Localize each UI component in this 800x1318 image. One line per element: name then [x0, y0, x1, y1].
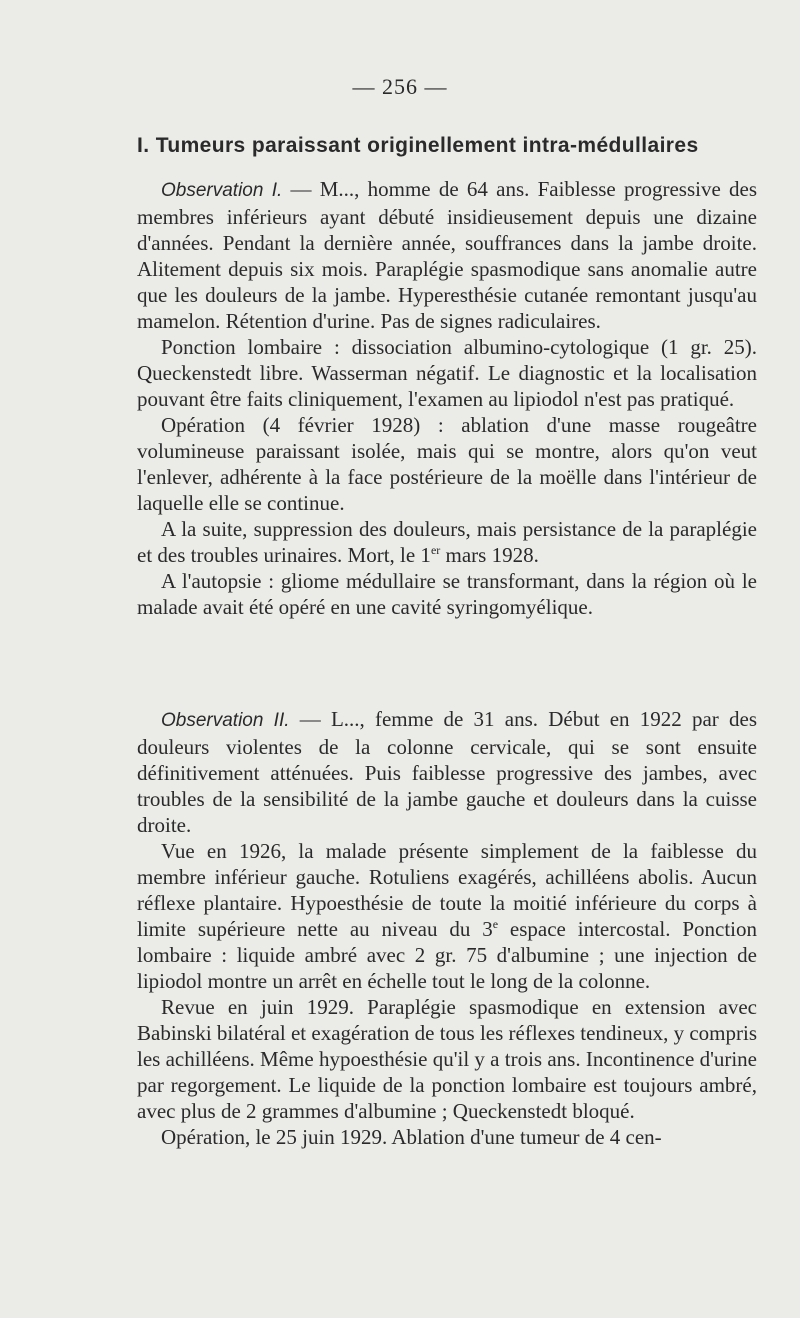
observation-1-paragraph-2: Ponction lombaire : dissociation albumino-cytologique (1 gr. 25). Queckenstedt libre. Wasserman négatif. Le diagnostic et la localisation pouvant être faits cliniquement, l'examen au lipiodol n'est pas pratiqué.: [137, 335, 757, 411]
ordinal-superscript: er: [430, 543, 441, 557]
observation-1: [137, 176, 757, 620]
observation-2-exam-text: Vue en 1926, la malade présente simplement de la faiblesse du membre inférieur gauche. Rotuliens exagérés, achilléens abolis. Aucun réflexe plantaire. Hypoesthésie de toute la moitié inférieure du corps à limite supérieure nette au niveau du 3: [137, 839, 757, 941]
observation-1-death-text: A la suite, suppression des douleurs, mais persistance de la paraplégie et des troubles urinaires. Mort, le 1: [137, 517, 757, 567]
observation-2-paragraph-3: Revue en juin 1929. Paraplégie spasmodique en extension avec Babinski bilatéral et exagération de tous les réflexes tendineux, y compris les achilléens. Même hypoesthésie qu'il y a trois ans. Incontinence d'urine par regorgement. Le liquide de la ponction lombaire est toujours ambré, avec plus de 2 grammes d'albumine ; Queckenstedt bloqué.: [137, 995, 757, 1123]
observation-1-intro-text: — M..., homme de 64 ans. Faiblesse progressive des membres inférieurs ayant débuté insidieusement depuis une dizaine d'années. Pendant la dernière année, souffrances dans la jambe droite. Alitement depuis six mois. Paraplégie spasmodique sans anomalie autre que les douleurs de la jambe. Hyperesthésie cutanée remontant jusqu'au mamelon. Rétention d'urine. Pas de signes radiculaires.: [137, 177, 758, 333]
page-number: — 256 —: [352, 74, 448, 99]
observation-2-paragraph-4: Opération, le 25 juin 1929. Ablation d'une tumeur de 4 cen-: [161, 1125, 662, 1149]
observation-1-death-date: mars 1928.: [440, 543, 539, 567]
observation-2-paragraph-1: [137, 706, 757, 838]
observation-1-paragraph-1: [137, 176, 757, 334]
ordinal-superscript: e: [492, 917, 499, 931]
observation-1-paragraph-3: Opération (4 février 1928) : ablation d'une masse rougeâtre volumineuse paraissant isolée, mais qui se montre, alors qu'on veut l'enlever, adhérente à la face postérieure de la moëlle dans l'intérieur de laquelle elle se continue.: [137, 413, 757, 515]
observation-2: [137, 706, 757, 1150]
section-heading: I. Tumeurs paraissant originellement intra-médullaires: [137, 134, 699, 157]
observation-2-intro-text: — L..., femme de 31 ans. Début en 1922 par des douleurs violentes de la colonne cervicale, qui se sont ensuite définitivement atténuées. Puis faiblesse progressive des jambes, avec troubles de la sensibilité de la jambe gauche et douleurs dans la cuisse droite.: [137, 707, 757, 837]
observation-1-paragraph-5: A l'autopsie : gliome médullaire se transformant, dans la région où le malade avait été opéré en une cavité syringomyélique.: [137, 569, 757, 619]
observation-2-exam-text-continued: espace intercostal. Ponction lombaire : liquide ambré avec 2 gr. 75 d'albumine ; une injection de lipiodol montre un arrêt en échelle tout le long de la colonne.: [137, 917, 757, 993]
observation-1-label: Observation I.: [161, 180, 283, 201]
observation-2-paragraph-2: [137, 838, 757, 994]
observation-2-label: Observation II.: [161, 710, 290, 731]
observation-1-paragraph-4: [137, 516, 757, 568]
